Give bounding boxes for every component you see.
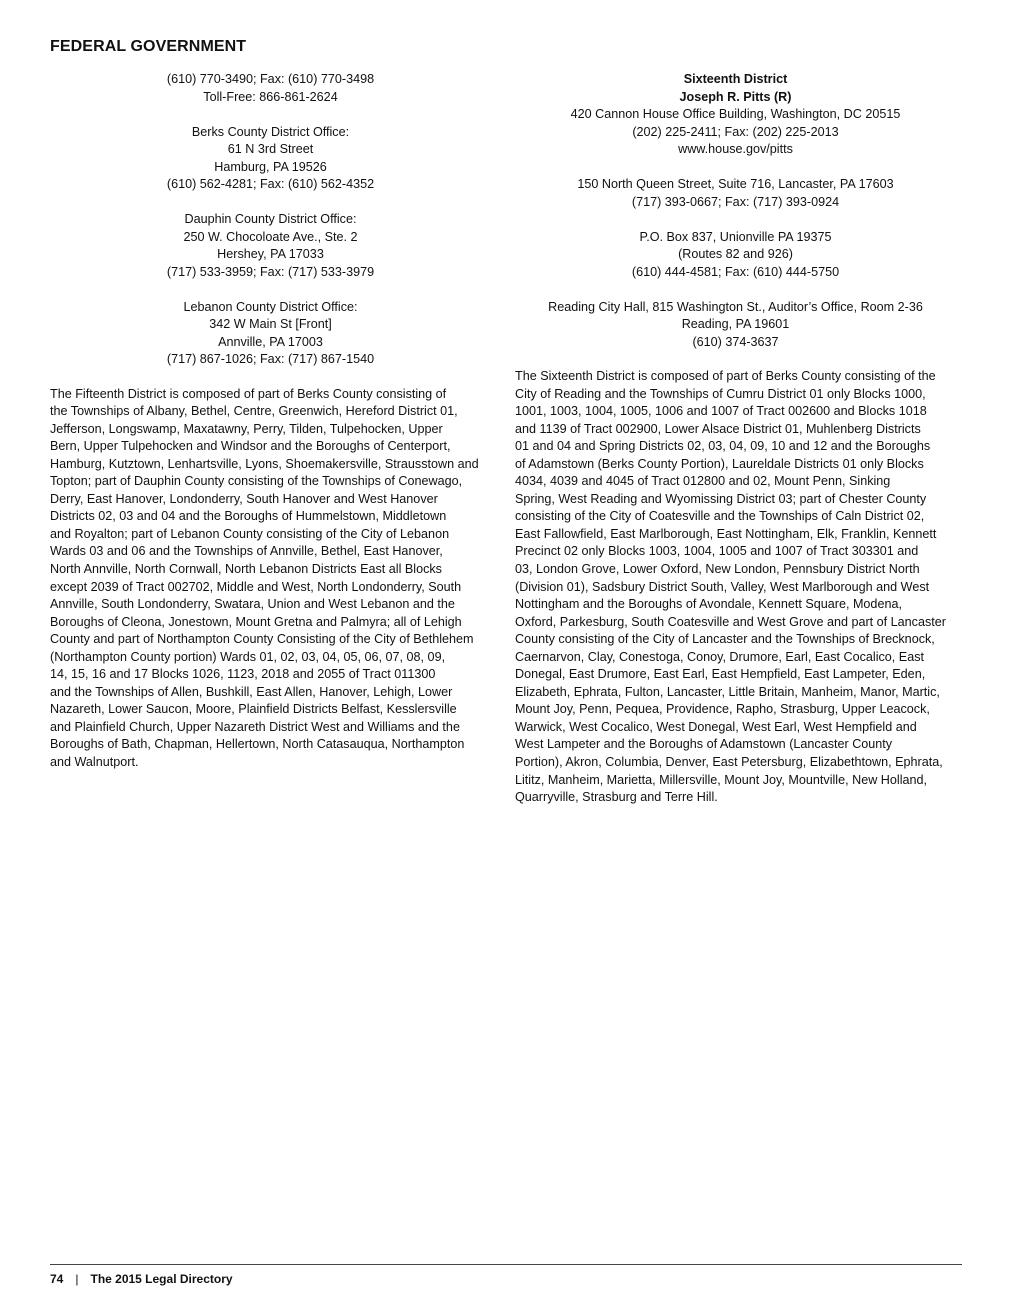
- lancaster-office-phone: (717) 393-0667; Fax: (717) 393-0924: [631, 194, 840, 209]
- reading-office-address: Reading City Hall, 815 Washington St., Auditor’s Office, Room 2-36: [548, 299, 923, 314]
- description-line: 03, London Grove, Lower Oxford, New London, Pennsbury District North: [515, 562, 920, 577]
- description-line: and Royalton; part of Lebanon County consisting of the City of Lebanon: [50, 526, 450, 541]
- website-link[interactable]: www.house.gov/pitts: [678, 142, 793, 156]
- fifteenth-district-description: [48, 386, 493, 772]
- description-line: and Walnutport.: [50, 754, 139, 769]
- berks-office-phone: (610) 562-4281; Fax: (610) 562-4352: [166, 177, 375, 191]
- dc-office-phone: (202) 225-2411; Fax: (202) 225-2013: [632, 124, 839, 139]
- description-line: Nazareth, Lower Saucon, Moore, Plainfield Districts Belfast, Kesslersville: [50, 702, 457, 717]
- description-line: of Adamstown (Berks County Portion), Laureldale Districts 01 only Blocks: [515, 456, 924, 471]
- footer-divider: [50, 1264, 962, 1265]
- section-title: FEDERAL GOVERNMENT: [50, 38, 247, 55]
- description-line: Precinct 02 only Blocks 1003, 1004, 1005 and 1007 of Tract 303301 and: [515, 544, 919, 559]
- lancaster-office-address: 150 North Queen Street, Suite 716, Lancaster, PA 17603: [577, 177, 894, 191]
- description-line: except 2039 of Tract 002702, Middle and West, North Londonderry, South: [50, 579, 462, 594]
- description-line: (Northampton County portion) Wards 01, 02, 03, 04, 05, 06, 07, 08, 09,: [50, 649, 446, 664]
- description-line: and 1139 of Tract 002900, Lower Alsace District 01, Muhlenberg Districts: [515, 421, 921, 436]
- lebanon-office-phone: (717) 867-1026; Fax: (717) 867-1540: [166, 352, 375, 366]
- description-line: Districts 02, 03 and 04 and the Boroughs of Hummelstown, Middletown: [50, 509, 447, 524]
- description-line: Boroughs of Bath, Chapman, Hellertown, North Catasauqua, Northampton: [50, 737, 465, 752]
- description-line: and Plainfield Church, Upper Nazareth District West and Williams and the: [50, 719, 460, 734]
- publication-title: The 2015 Legal Directory: [90, 1272, 233, 1286]
- description-line: County consisting of the City of Lancaster and the Townships of Brecknock,: [515, 632, 935, 647]
- description-line: Wards 03 and 06 and the Townships of Annville, Bethel, East Hanover,: [50, 544, 443, 559]
- description-line: West Lampeter and the Boroughs of Adamstown (Lancaster County: [515, 737, 893, 752]
- description-line: Derry, East Hanover, Londonderry, South Hanover and West Hanover: [50, 491, 438, 506]
- description-line: (Division 01), Sadsbury District South, Valley, West Marlborough and West: [515, 579, 930, 594]
- description-line: Mount Joy, Penn, Pequea, Providence, Rapho, Strasburg, Upper Leacock,: [515, 702, 930, 717]
- description-line: North Annville, North Cornwall, North Lebanon Districts East all Blocks: [50, 561, 442, 576]
- lebanon-office-name: Lebanon County District Office:: [183, 299, 358, 314]
- description-line: Portion), Akron, Columbia, Denver, East Petersburg, Elizabethtown, Ephrata,: [515, 755, 943, 770]
- description-line: Topton; part of Dauphin County consisting of the Townships of Conewago,: [50, 474, 463, 489]
- dc-office-address: 420 Cannon House Office Building, Washington, DC 20515: [570, 107, 901, 121]
- sixteenth-district-contact: [513, 71, 958, 351]
- right-column: [513, 71, 958, 807]
- unionville-office-phone: (610) 444-4581; Fax: (610) 444-5750: [631, 264, 840, 279]
- dauphin-office-name: Dauphin County District Office:: [184, 212, 357, 226]
- footer-separator: |: [75, 1272, 79, 1286]
- berks-office-street: 61 N 3rd Street: [227, 142, 314, 156]
- description-line: Elizabeth, Ephrata, Fulton, Lancaster, Little Britain, Manheim, Manor, Martic,: [515, 684, 940, 699]
- page-footer: [50, 1271, 233, 1287]
- description-line: Hamburg, Kutztown, Lenhartsville, Lyons, Shoemakersville, Strausstown and: [50, 456, 479, 471]
- representative-name: Joseph R. Pitts (R): [679, 89, 792, 104]
- reading-office-phone: (610) 374-3637: [692, 334, 779, 349]
- description-line: Spring, West Reading and Wyomissing District 03; part of Chester County: [515, 491, 927, 506]
- left-column: [48, 71, 493, 772]
- lebanon-office-street: 342 W Main St [Front]: [209, 317, 332, 331]
- unionville-office-address: P.O. Box 837, Unionville PA 19375: [639, 229, 832, 244]
- description-line: 01 and 04 and Spring Districts 02, 03, 04, 09, 10 and 12 and the Boroughs: [515, 439, 931, 454]
- description-line: 4034, 4039 and 4045 of Tract 012800 and 02, Mount Penn, Sinking: [515, 474, 891, 489]
- description-line: Oxford, Parkesburg, South Coatesville and West Grove and part of Lancaster: [515, 614, 946, 629]
- description-line: Donegal, East Drumore, East Earl, East Hempfield, East Lampeter, Eden,: [515, 667, 926, 682]
- description-line: The Sixteenth District is composed of part of Berks County consisting of the: [515, 369, 936, 383]
- description-line: 14, 15, 16 and 17 Blocks 1026, 1123, 2018 and 2055 of Tract 011300: [50, 667, 436, 682]
- description-line: 1001, 1003, 1004, 1005, 1006 and 1007 of Tract 002600 and Blocks 1018: [515, 404, 927, 419]
- description-line: the Townships of Albany, Bethel, Centre, Greenwich, Hereford District 01,: [50, 404, 458, 419]
- lebanon-office-city: Annville, PA 17003: [218, 334, 323, 349]
- unionville-office-routes: (Routes 82 and 926): [678, 247, 793, 261]
- description-line: Warwick, West Cocalico, West Donegal, West Earl, West Hempfield and: [515, 719, 917, 734]
- description-line: and the Townships of Allen, Bushkill, East Allen, Hanover, Lehigh, Lower: [50, 684, 453, 699]
- description-line: consisting of the City of Coatesville and the Townships of Caln District 02,: [515, 509, 925, 524]
- dauphin-office-city: Hershey, PA 17033: [217, 247, 324, 261]
- reading-office-city: Reading, PA 19601: [681, 317, 790, 331]
- toll-free-number: Toll-Free: 866-861-2624: [203, 89, 338, 104]
- page-number: 74: [50, 1272, 64, 1286]
- dc-phone: (610) 770-3490; Fax: (610) 770-3498: [166, 72, 375, 86]
- description-line: Nottingham and the Boroughs of Avondale, Kennett Square, Modena,: [515, 597, 902, 612]
- description-line: East Fallowfield, East Marlborough, East Nottingham, Elk, Franklin, Kennett: [515, 526, 937, 541]
- dauphin-office-phone: (717) 533-3959; Fax: (717) 533-3979: [166, 264, 375, 279]
- sixteenth-district-description: [513, 368, 958, 807]
- description-line: City of Reading and the Townships of Cumru District 01 only Blocks 1000,: [515, 386, 926, 401]
- berks-office-city: Hamburg, PA 19526: [214, 159, 327, 174]
- description-line: The Fifteenth District is composed of part of Berks County consisting of: [50, 386, 447, 401]
- fifteenth-district-contact: [48, 71, 493, 369]
- description-line: Bern, Upper Tulpehocken and Windsor and the Boroughs of Centerport,: [50, 439, 451, 454]
- description-line: Jefferson, Longswamp, Maxatawny, Perry, Tilden, Tulpehocken, Upper: [50, 421, 443, 436]
- description-line: Boroughs of Cleona, Jonestown, Mount Gretna and Palmyra; all of Lehigh: [50, 614, 462, 629]
- description-line: Annville, South Londonderry, Swatara, Union and West Lebanon and the: [50, 597, 455, 612]
- description-line: Caernarvon, Clay, Conestoga, Conoy, Drumore, Earl, East Cocalico, East: [515, 649, 925, 664]
- description-line: Lititz, Manheim, Marietta, Millersville, Mount Joy, Mountville, New Holland,: [515, 772, 928, 787]
- district-title: Sixteenth District: [683, 72, 788, 86]
- dauphin-office-street: 250 W. Chocoloate Ave., Ste. 2: [183, 229, 358, 244]
- description-line: Quarryville, Strasburg and Terre Hill.: [515, 790, 718, 805]
- description-line: County and part of Northampton County Consisting of the City of Bethlehem: [50, 632, 474, 647]
- berks-office-name: Berks County District Office:: [191, 124, 350, 139]
